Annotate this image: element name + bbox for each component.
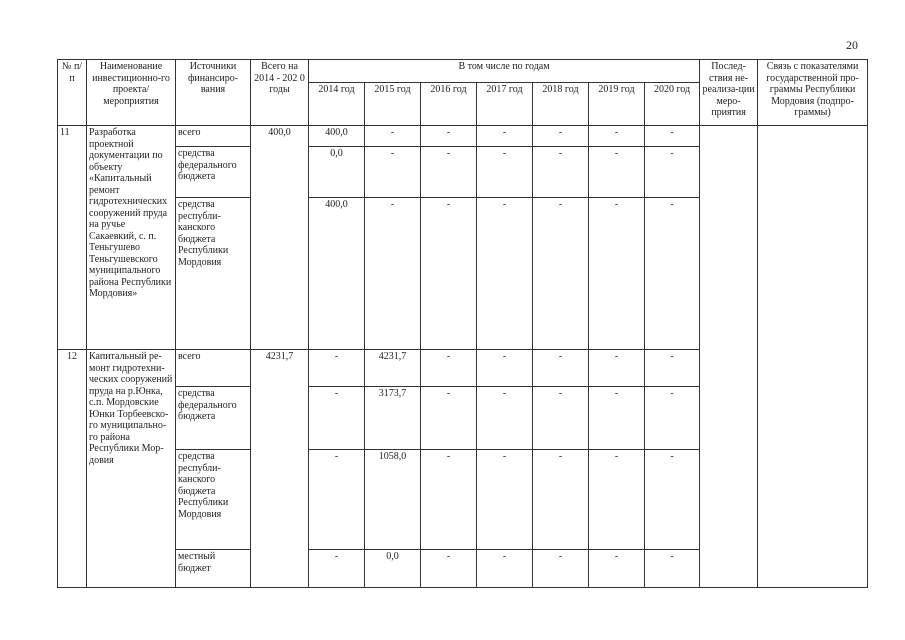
- header-link: Связь с показателями государственной про-граммы Республики Мордовия (подпро-граммы): [758, 60, 868, 126]
- value-cell: -: [645, 450, 700, 550]
- header-year: 2016 год: [421, 83, 477, 126]
- value-cell: -: [477, 550, 533, 588]
- value-cell: 400,0: [309, 126, 365, 147]
- value-cell: -: [533, 450, 589, 550]
- project-total: 400,0: [251, 126, 309, 350]
- value-cell: -: [421, 198, 477, 350]
- header-year: 2017 год: [477, 83, 533, 126]
- header-num: № п/п: [58, 60, 87, 126]
- value-cell: -: [309, 387, 365, 450]
- consequences-cell: [700, 126, 758, 588]
- project-name: Разработка проектной документации по объекту «Капитальный ремонт гидротехнических сооружений пруда на ручье Сакаевкий, с. п. Теньгушево Теньгушевского муниципального района Республики Мордовия»: [87, 126, 176, 350]
- value-cell: -: [365, 126, 421, 147]
- value-cell: 4231,7: [365, 350, 421, 387]
- value-cell: -: [589, 450, 645, 550]
- header-year: 2015 год: [365, 83, 421, 126]
- value-cell: -: [477, 387, 533, 450]
- value-cell: -: [421, 147, 477, 198]
- value-cell: -: [589, 198, 645, 350]
- value-cell: -: [645, 126, 700, 147]
- value-cell: -: [589, 147, 645, 198]
- value-cell: -: [421, 350, 477, 387]
- value-cell: 0,0: [365, 550, 421, 588]
- value-cell: 1058,0: [365, 450, 421, 550]
- value-cell: -: [589, 387, 645, 450]
- value-cell: 400,0: [309, 198, 365, 350]
- source-cell: местный бюджет: [176, 550, 251, 588]
- project-num: 11: [58, 126, 87, 350]
- value-cell: -: [589, 550, 645, 588]
- value-cell: -: [533, 350, 589, 387]
- header-consequences: Послед-ствия не-реализа-ции меро-приятия: [700, 60, 758, 126]
- header-year: 2014 год: [309, 83, 365, 126]
- header-years-title: В том числе по годам: [309, 60, 700, 83]
- link-cell: [758, 126, 868, 588]
- value-cell: -: [309, 350, 365, 387]
- project-total: 4231,7: [251, 350, 309, 588]
- value-cell: -: [477, 126, 533, 147]
- value-cell: 3173,7: [365, 387, 421, 450]
- header-total: Всего на 2014 - 202 0 годы: [251, 60, 309, 126]
- value-cell: -: [477, 198, 533, 350]
- value-cell: -: [477, 350, 533, 387]
- header-year: 2019 год: [589, 83, 645, 126]
- value-cell: -: [645, 198, 700, 350]
- page-number: 20: [846, 38, 858, 52]
- value-cell: -: [421, 450, 477, 550]
- value-cell: -: [477, 147, 533, 198]
- value-cell: -: [365, 147, 421, 198]
- value-cell: -: [309, 450, 365, 550]
- value-cell: -: [589, 126, 645, 147]
- project-num: 12: [58, 350, 87, 588]
- source-cell: средства республи-канского бюджета Республики Мордовия: [176, 450, 251, 550]
- project-name: Капитальный ре-монт гидротехни-ческих сооружений пруда на р.Юнка, с.п. Мордовские Юнки Торбеевско-го муниципально-го района Республики Мор-довия: [87, 350, 176, 588]
- value-cell: -: [421, 126, 477, 147]
- value-cell: -: [645, 350, 700, 387]
- value-cell: -: [645, 147, 700, 198]
- value-cell: 0,0: [309, 147, 365, 198]
- value-cell: -: [309, 550, 365, 588]
- value-cell: -: [645, 550, 700, 588]
- source-cell: средства республи-канского бюджета Республики Мордовия: [176, 198, 251, 350]
- value-cell: -: [533, 198, 589, 350]
- source-cell: средства федерального бюджета: [176, 387, 251, 450]
- value-cell: -: [477, 450, 533, 550]
- value-cell: -: [533, 550, 589, 588]
- value-cell: -: [533, 387, 589, 450]
- value-cell: -: [421, 550, 477, 588]
- value-cell: -: [365, 198, 421, 350]
- value-cell: -: [645, 387, 700, 450]
- value-cell: -: [589, 350, 645, 387]
- table-row: [58, 126, 868, 147]
- value-cell: -: [421, 387, 477, 450]
- header-year: 2020 год: [645, 83, 700, 126]
- header-row-1: [58, 60, 868, 83]
- source-cell: всего: [176, 126, 251, 147]
- source-cell: всего: [176, 350, 251, 387]
- header-year: 2018 год: [533, 83, 589, 126]
- source-cell: средства федерального бюджета: [176, 147, 251, 198]
- value-cell: -: [533, 147, 589, 198]
- header-sources: Источники финансиро-вания: [176, 60, 251, 126]
- header-name: Наименование инвестиционно-го проекта/ мероприятия: [87, 60, 176, 126]
- value-cell: -: [533, 126, 589, 147]
- investment-table: [57, 59, 868, 588]
